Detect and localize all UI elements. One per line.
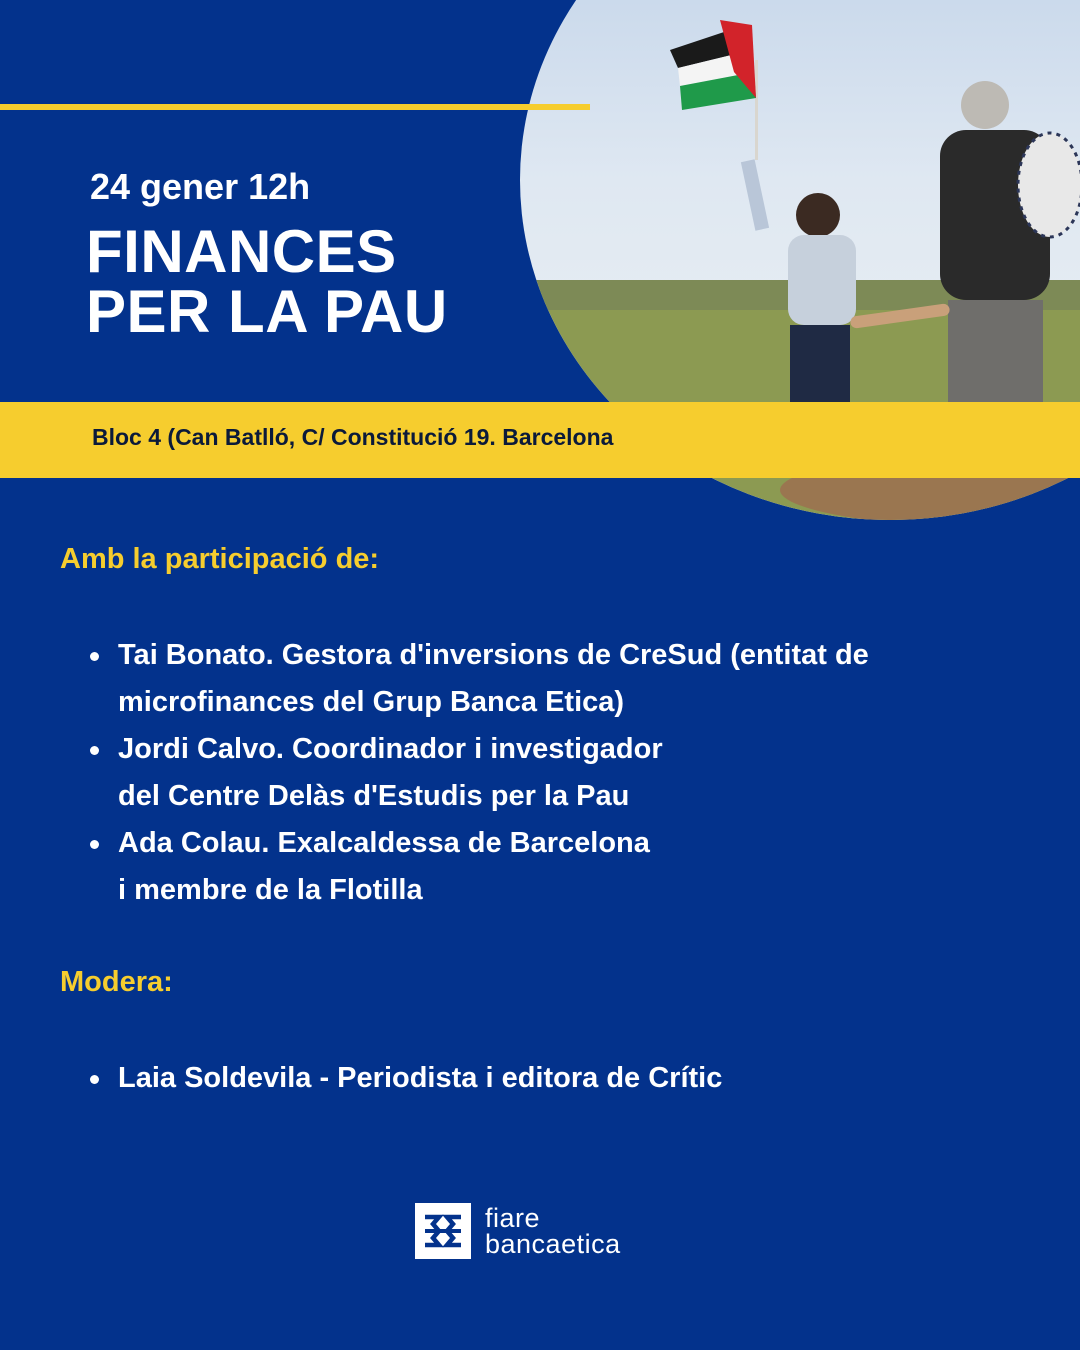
- list-item: [88, 632, 869, 726]
- participant-line: del Centre Delàs d'Estudis per la Pau: [118, 780, 630, 812]
- logo-mark-icon: [415, 1203, 471, 1259]
- title-line-2: PER LA PAU: [86, 278, 448, 345]
- participant-line: microfinances del Grup Banca Etica): [118, 686, 625, 718]
- participant-line: i membre de la Flotilla: [118, 874, 423, 906]
- participant-line: Ada Colau. Exalcaldessa de Barcelona: [118, 827, 650, 859]
- bullet-icon: [90, 746, 99, 755]
- logo-line-1: fiare: [485, 1203, 541, 1233]
- moderator-list: [88, 1055, 722, 1102]
- participant-line: Jordi Calvo. Coordinador i investigador: [118, 733, 663, 765]
- title-line-1: FINANCES: [86, 218, 397, 285]
- list-item: [88, 820, 869, 914]
- participants-list: [88, 632, 869, 914]
- participants-heading: Amb la participació de:: [60, 543, 380, 575]
- event-address: Bloc 4 (Can Batlló, C/ Constitució 19. Barcelona: [92, 424, 614, 450]
- top-accent-line: [0, 104, 590, 110]
- event-title: [86, 218, 448, 345]
- fiare-bancaetica-logo: [415, 1203, 621, 1259]
- bullet-icon: [90, 840, 99, 849]
- moderator-line: Laia Soldevila - Periodista i editora de Crític: [118, 1062, 723, 1094]
- bullet-icon: [90, 1075, 99, 1084]
- list-item: [88, 1055, 722, 1102]
- logo-line-2: bancaetica: [485, 1229, 621, 1259]
- moderator-heading: Modera:: [60, 966, 173, 998]
- logo-wordmark: [485, 1205, 621, 1257]
- list-item: [88, 726, 869, 820]
- event-date: 24 gener 12h: [90, 166, 311, 207]
- bullet-icon: [90, 652, 99, 661]
- participant-line: Tai Bonato. Gestora d'inversions de CreSud (entitat de: [118, 639, 869, 671]
